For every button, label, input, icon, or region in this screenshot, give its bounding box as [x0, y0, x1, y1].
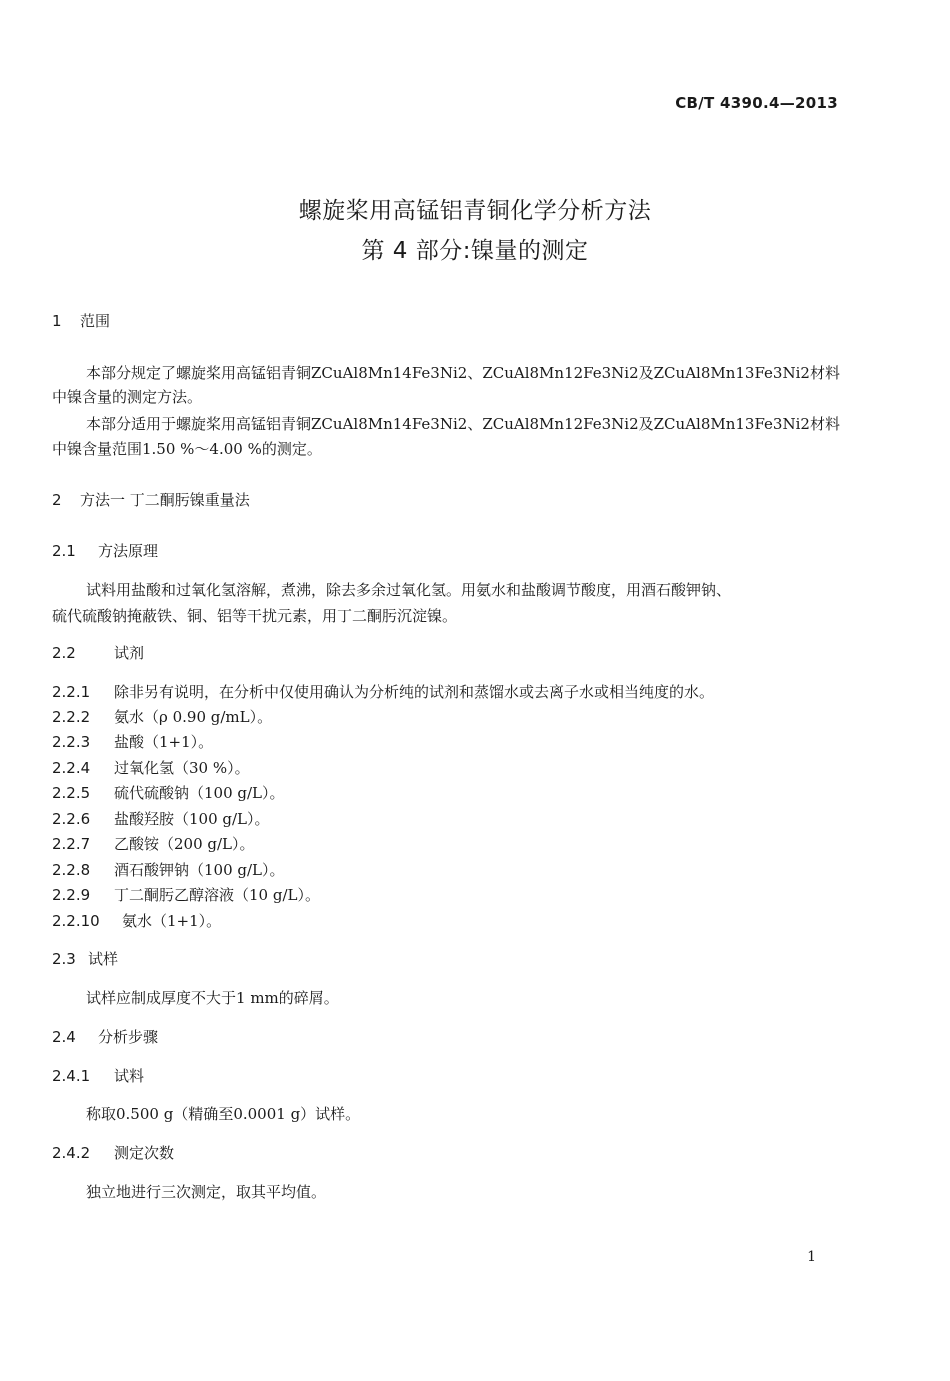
- reagent-text: 氨水（ρ 0.90 g/mL）。: [114, 708, 273, 726]
- section-number: 2.3: [52, 950, 76, 968]
- principle-line-1: 试料用盐酸和过氧化氢溶解，煮沸，除去多余过氧化氢。用氨水和盐酸调节酸度，用酒石酸钾钠、: [86, 581, 732, 599]
- scope-paragraph-1-line-2: 中镍含量的测定方法。: [52, 388, 203, 406]
- reagent-number: 2.2.1: [52, 683, 91, 701]
- reagent-item: [52, 707, 272, 727]
- section-title: 方法一 丁二酮肟镍重量法: [80, 491, 250, 509]
- reagent-number: 2.2.9: [52, 886, 91, 904]
- scope-paragraph-2-line-2: 中镍含量范围1.50 %～4.00 %的测定。: [52, 440, 322, 458]
- section-number: 2.4: [52, 1028, 76, 1046]
- reagent-item: [52, 758, 250, 778]
- reagent-text: 过氧化氢（30 %）。: [114, 759, 250, 777]
- section-1-heading: [52, 311, 110, 331]
- scope-paragraph-1-line-1: 本部分规定了螺旋桨用高锰铝青铜ZCuAl8Mn14Fe3Ni2、ZCuAl8Mn12Fe3Ni2及ZCuAl8Mn13Fe3Ni2材料: [86, 364, 840, 382]
- standard-code: CB/T 4390.4—2013: [675, 94, 838, 112]
- test-portion-text: 称取0.500 g（精确至0.0001 g）试样。: [86, 1105, 361, 1123]
- section-2-heading: [52, 490, 250, 510]
- reagent-item: [52, 885, 320, 905]
- reagent-number: 2.2.3: [52, 733, 91, 751]
- section-title: 试样: [88, 950, 119, 968]
- section-number: 2: [52, 491, 62, 509]
- section-2-3-heading: [52, 949, 118, 969]
- section-2-2-heading: [52, 643, 144, 663]
- section-title: 范围: [80, 312, 111, 330]
- section-2-4-2-heading: [52, 1143, 174, 1163]
- reagent-item: [52, 911, 221, 931]
- section-number: 2.4.1: [52, 1067, 91, 1085]
- reagent-item: [52, 809, 270, 829]
- reagent-number: 2.2.8: [52, 861, 91, 879]
- section-title: 方法原理: [98, 542, 159, 560]
- reagent-text: 硫代硫酸钠（100 g/L）。: [114, 784, 285, 802]
- reagent-text: 酒石酸钾钠（100 g/L）。: [114, 861, 285, 879]
- reagent-number: 2.2.7: [52, 835, 91, 853]
- reagent-item: [52, 860, 285, 880]
- section-2-4-1-heading: [52, 1066, 144, 1086]
- reagent-text: 除非另有说明，在分析中仅使用确认为分析纯的试剂和蒸馏水或去离子水或相当纯度的水。: [114, 683, 715, 701]
- reagent-number: 2.2.10: [52, 912, 100, 930]
- reagent-text: 盐酸羟胺（100 g/L）。: [114, 810, 270, 828]
- reagent-number: 2.2.4: [52, 759, 91, 777]
- section-number: 2.2: [52, 644, 76, 662]
- section-number: 2.1: [52, 542, 76, 560]
- section-title: 测定次数: [114, 1144, 175, 1162]
- reagent-number: 2.2.5: [52, 784, 91, 802]
- scope-paragraph-2-line-1: 本部分适用于螺旋桨用高锰铝青铜ZCuAl8Mn14Fe3Ni2、ZCuAl8Mn12Fe3Ni2及ZCuAl8Mn13Fe3Ni2材料: [86, 415, 840, 433]
- section-title: 试剂: [114, 644, 145, 662]
- document-title: 螺旋桨用高锰铝青铜化学分析方法: [298, 198, 652, 224]
- reagent-text: 丁二酮肟乙醇溶液（10 g/L）。: [114, 886, 320, 904]
- section-number: 1: [52, 312, 62, 330]
- reagent-item: [52, 682, 714, 702]
- reagent-number: 2.2.6: [52, 810, 91, 828]
- reagent-text: 乙酸铵（200 g/L）。: [114, 835, 255, 853]
- reagent-text: 氨水（1+1）。: [122, 912, 222, 930]
- reagent-item: [52, 834, 255, 854]
- sample-text: 试样应制成厚度不大于1 mm的碎屑。: [86, 989, 339, 1007]
- section-2-4-heading: [52, 1027, 158, 1047]
- reagent-item: [52, 732, 213, 752]
- reagent-number: 2.2.2: [52, 708, 91, 726]
- section-2-1-heading: [52, 541, 158, 561]
- determination-count-text: 独立地进行三次测定，取其平均值。: [86, 1183, 327, 1201]
- section-number: 2.4.2: [52, 1144, 91, 1162]
- section-title: 试料: [114, 1067, 145, 1085]
- section-title: 分析步骤: [98, 1028, 159, 1046]
- reagent-text: 盐酸（1+1）。: [114, 733, 214, 751]
- document-subtitle: 第 4 部分:镍量的测定: [361, 238, 589, 264]
- page-number: 1: [807, 1249, 816, 1265]
- principle-line-2: 硫代硫酸钠掩蔽铁、铜、铝等干扰元素，用丁二酮肟沉淀镍。: [52, 607, 458, 625]
- reagent-item: [52, 783, 285, 803]
